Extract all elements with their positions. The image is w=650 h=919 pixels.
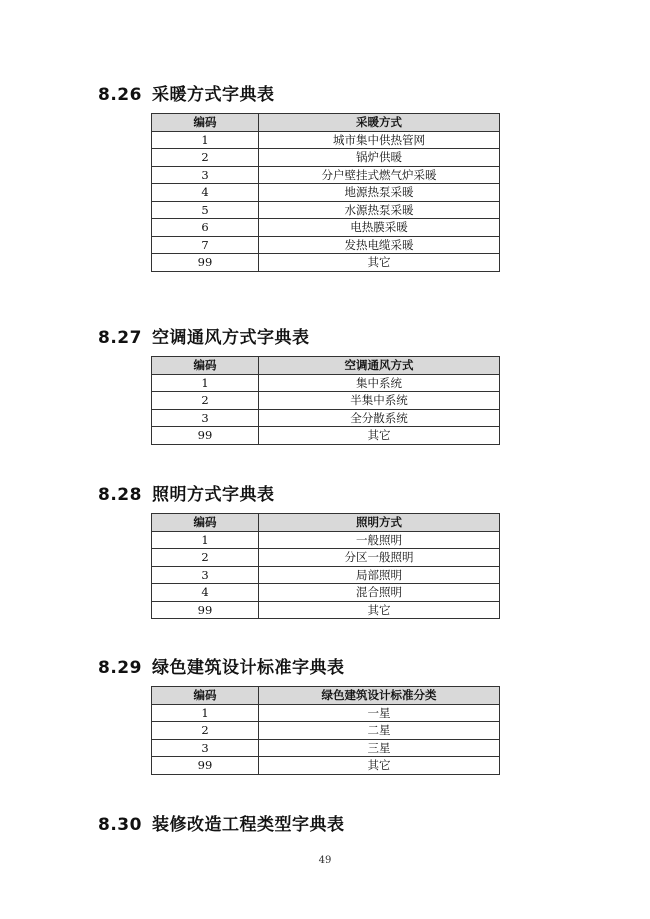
header-name: 绿色建筑设计标准分类 bbox=[259, 687, 500, 705]
cell-name: 其它 bbox=[259, 601, 500, 619]
table-row bbox=[152, 184, 500, 202]
cell-code: 1 bbox=[152, 704, 259, 722]
cell-code: 1 bbox=[152, 531, 259, 549]
table-row bbox=[152, 254, 500, 272]
cell-code: 99 bbox=[152, 254, 259, 272]
cell-name: 其它 bbox=[259, 254, 500, 272]
table-row bbox=[152, 236, 500, 254]
cell-code: 3 bbox=[152, 409, 259, 427]
table-row bbox=[152, 722, 500, 740]
table-header-row bbox=[152, 514, 500, 532]
cell-code: 5 bbox=[152, 201, 259, 219]
cell-name: 水源热泵采暖 bbox=[259, 201, 500, 219]
table-row bbox=[152, 131, 500, 149]
cell-name: 锅炉供暖 bbox=[259, 149, 500, 167]
header-name: 采暖方式 bbox=[259, 114, 500, 132]
table-row bbox=[152, 219, 500, 237]
table-row bbox=[152, 149, 500, 167]
cell-name: 其它 bbox=[259, 757, 500, 775]
cell-code: 99 bbox=[152, 757, 259, 775]
table-row bbox=[152, 549, 500, 567]
cell-code: 3 bbox=[152, 739, 259, 757]
cell-code: 1 bbox=[152, 374, 259, 392]
cell-name: 半集中系统 bbox=[259, 392, 500, 410]
heating-method-table bbox=[151, 113, 500, 272]
section-heading-8-27 bbox=[98, 323, 309, 348]
header-name: 照明方式 bbox=[259, 514, 500, 532]
table-row bbox=[152, 427, 500, 445]
ventilation-method-table bbox=[151, 356, 500, 445]
table-row bbox=[152, 757, 500, 775]
cell-code: 3 bbox=[152, 566, 259, 584]
cell-code: 4 bbox=[152, 184, 259, 202]
cell-code: 2 bbox=[152, 722, 259, 740]
section-title: 绿色建筑设计标准字典表 bbox=[151, 658, 345, 678]
cell-name: 其它 bbox=[259, 427, 500, 445]
section-heading-8-30 bbox=[98, 810, 344, 835]
section-number: 8.26 bbox=[98, 85, 142, 105]
cell-name: 地源热泵采暖 bbox=[259, 184, 500, 202]
cell-code: 2 bbox=[152, 149, 259, 167]
table-row bbox=[152, 392, 500, 410]
cell-code: 99 bbox=[152, 601, 259, 619]
table-header-row bbox=[152, 114, 500, 132]
cell-code: 7 bbox=[152, 236, 259, 254]
header-code: 编码 bbox=[152, 114, 259, 132]
section-number: 8.28 bbox=[98, 485, 142, 505]
cell-name: 混合照明 bbox=[259, 584, 500, 602]
section-title: 空调通风方式字典表 bbox=[151, 328, 310, 348]
table-row bbox=[152, 531, 500, 549]
section-heading-8-28 bbox=[98, 480, 274, 505]
table-row bbox=[152, 566, 500, 584]
cell-code: 99 bbox=[152, 427, 259, 445]
cell-name: 发热电缆采暖 bbox=[259, 236, 500, 254]
cell-code: 2 bbox=[152, 549, 259, 567]
table-row bbox=[152, 409, 500, 427]
cell-name: 一星 bbox=[259, 704, 500, 722]
cell-code: 6 bbox=[152, 219, 259, 237]
cell-code: 2 bbox=[152, 392, 259, 410]
cell-name: 一般照明 bbox=[259, 531, 500, 549]
cell-name: 全分散系统 bbox=[259, 409, 500, 427]
section-title: 采暖方式字典表 bbox=[151, 85, 275, 105]
header-name: 空调通风方式 bbox=[259, 357, 500, 375]
header-code: 编码 bbox=[152, 357, 259, 375]
table-row bbox=[152, 201, 500, 219]
cell-name: 分区一般照明 bbox=[259, 549, 500, 567]
table-row bbox=[152, 704, 500, 722]
cell-name: 城市集中供热管网 bbox=[259, 131, 500, 149]
table-row bbox=[152, 739, 500, 757]
table-row bbox=[152, 584, 500, 602]
lighting-method-table bbox=[151, 513, 500, 619]
cell-code: 4 bbox=[152, 584, 259, 602]
table-header-row bbox=[152, 687, 500, 705]
cell-name: 局部照明 bbox=[259, 566, 500, 584]
table-row bbox=[152, 374, 500, 392]
section-number: 8.30 bbox=[98, 815, 142, 835]
header-code: 编码 bbox=[152, 687, 259, 705]
cell-name: 集中系统 bbox=[259, 374, 500, 392]
green-building-standard-table bbox=[151, 686, 500, 775]
cell-name: 电热膜采暖 bbox=[259, 219, 500, 237]
table-row bbox=[152, 601, 500, 619]
cell-name: 分户壁挂式燃气炉采暖 bbox=[259, 166, 500, 184]
cell-name: 三星 bbox=[259, 739, 500, 757]
section-number: 8.29 bbox=[98, 658, 142, 678]
table-header-row bbox=[152, 357, 500, 375]
section-title: 装修改造工程类型字典表 bbox=[151, 815, 345, 835]
section-heading-8-26 bbox=[98, 80, 274, 105]
cell-name: 二星 bbox=[259, 722, 500, 740]
section-title: 照明方式字典表 bbox=[151, 485, 275, 505]
header-code: 编码 bbox=[152, 514, 259, 532]
page-number: 49 bbox=[318, 855, 332, 866]
section-number: 8.27 bbox=[98, 328, 142, 348]
table-row bbox=[152, 166, 500, 184]
cell-code: 1 bbox=[152, 131, 259, 149]
section-heading-8-29 bbox=[98, 653, 344, 678]
cell-code: 3 bbox=[152, 166, 259, 184]
